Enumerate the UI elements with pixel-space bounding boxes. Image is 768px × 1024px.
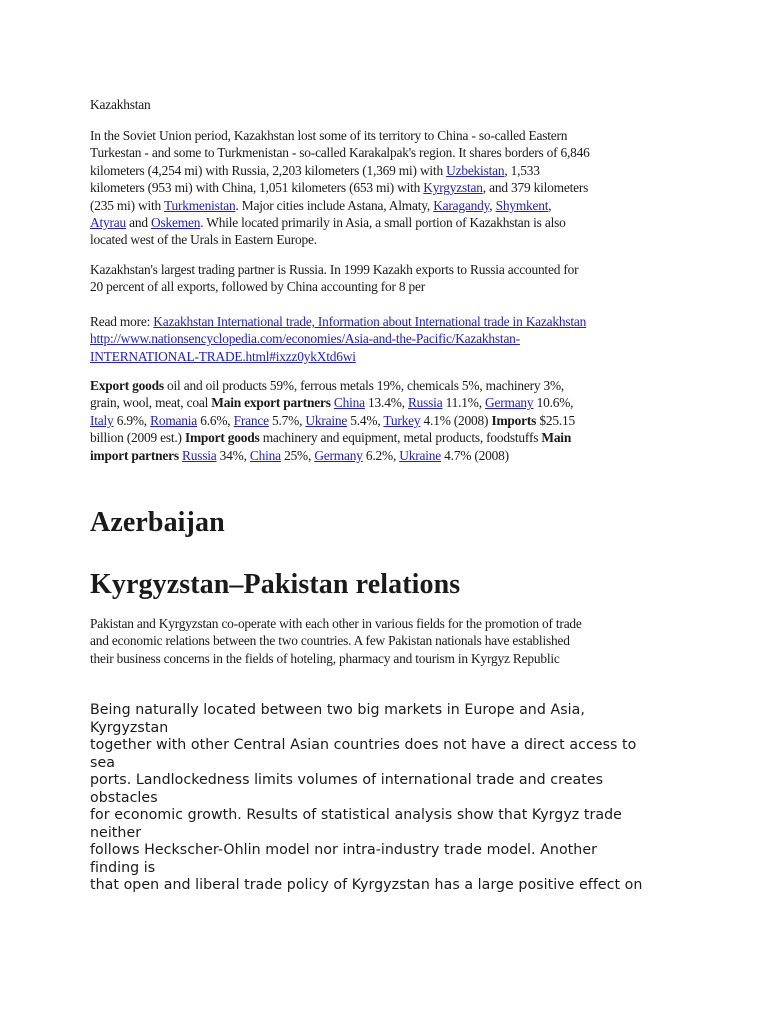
text-span: 13.4%, bbox=[364, 395, 408, 411]
text-span: 6.2%, bbox=[362, 447, 400, 463]
text-span: and bbox=[125, 215, 152, 231]
text-span: 5.7%, bbox=[268, 412, 306, 428]
text-line bbox=[90, 313, 700, 330]
link-karagandy[interactable]: Karagandy bbox=[433, 197, 490, 213]
text-line bbox=[90, 377, 700, 394]
text-line bbox=[90, 330, 700, 347]
text-line: follows Heckscher-Ohlin model nor intra-industry trade model. Another bbox=[90, 842, 597, 858]
text-line: Turkestan - and some to Turkmenistan - so-called Karakalpak's region. It shares borders of 6,846 bbox=[90, 145, 590, 161]
text-line bbox=[90, 162, 700, 179]
read-more-label: Read more: bbox=[90, 314, 154, 329]
text-span: machinery and equipment, metal products, foodstuffs bbox=[259, 430, 542, 446]
text-line bbox=[90, 348, 700, 365]
link-ukraine-import[interactable]: Ukraine bbox=[399, 447, 442, 463]
text-span: 5.4%, bbox=[347, 412, 384, 428]
main-import-partners-label-continued: import partners bbox=[90, 447, 179, 463]
link-atyrau[interactable]: Atyrau bbox=[90, 215, 126, 231]
link-germany-import[interactable]: Germany bbox=[314, 447, 363, 463]
main-import-partners-label: Main bbox=[541, 430, 572, 446]
text-line: their business concerns in the fields of hoteling, pharmacy and tourism in Kyrgyz Republic bbox=[90, 650, 560, 666]
kyrgyzstan-pakistan-relations-heading: Kyrgyzstan–Pakistan relations bbox=[90, 569, 461, 600]
text-span: kilometers (4,254 mi) with Russia, 2,203 kilometers (1,369 mi) with bbox=[90, 162, 447, 178]
link-romania[interactable]: Romania bbox=[150, 412, 198, 428]
text-span: 11.1%, bbox=[442, 395, 485, 411]
text-span: $25.15 bbox=[536, 412, 575, 428]
text-line: finding is bbox=[90, 859, 156, 876]
text-line: Pakistan and Kyrgyzstan co-operate with each other in various fields for the promotion of trade bbox=[90, 616, 582, 631]
link-russia[interactable]: Russia bbox=[407, 395, 443, 411]
text-line: In the Soviet Union period, Kazakhstan lost some of its territory to China - so-called Eastern bbox=[90, 128, 568, 143]
text-span: billion (2009 est.) bbox=[90, 430, 185, 446]
text-line: Being naturally located between two big markets in Europe and Asia, bbox=[90, 702, 585, 718]
text-line: ports. Landlockedness limits volumes of international trade and creates bbox=[90, 772, 604, 788]
read-more-url-link[interactable]: http://www.nationsencyclopedia.com/economies/Asia-and-the-Pacific/Kazakhstan- bbox=[90, 331, 520, 347]
text-span: 34%, bbox=[216, 447, 250, 463]
imports-label: Imports bbox=[491, 412, 537, 428]
read-more-url-link-continued[interactable]: INTERNATIONAL-TRADE.html#ixzz0ykXtd6wi bbox=[90, 348, 356, 364]
text-span: (235 mi) with bbox=[90, 197, 164, 213]
link-uzbekistan[interactable]: Uzbekistan bbox=[446, 162, 505, 178]
kazakhstan-title-text: Kazakhstan bbox=[90, 97, 151, 112]
text-line: located west of the Urals in Eastern Europe. bbox=[90, 232, 317, 248]
link-kyrgyzstan[interactable]: Kyrgyzstan bbox=[423, 180, 483, 196]
link-china[interactable]: China bbox=[333, 395, 365, 411]
export-goods-label: Export goods bbox=[90, 378, 164, 393]
text-span: , bbox=[489, 197, 496, 213]
read-more-title-link[interactable]: Kazakhstan International trade, Information about International trade in Kazakhstan bbox=[153, 314, 587, 329]
link-oskemen[interactable]: Oskemen bbox=[151, 215, 201, 231]
link-ukraine[interactable]: Ukraine bbox=[305, 412, 348, 428]
text-span: oil and oil products 59%, ferrous metals 19%, chemicals 5%, machinery 3%, bbox=[163, 378, 565, 393]
kazakhstan-trading-partner-paragraph bbox=[90, 261, 700, 296]
text-span: , and 379 kilometers bbox=[482, 180, 589, 196]
import-goods-label: Import goods bbox=[184, 430, 260, 446]
text-span: 25%, bbox=[280, 447, 315, 463]
text-span: kilometers (953 mi) with China, 1,051 kilometers (653 mi) with bbox=[90, 180, 424, 196]
link-turkmenistan[interactable]: Turkmenistan bbox=[163, 197, 236, 213]
text-line: Kazakhstan's largest trading partner is Russia. In 1999 Kazakh exports to Russia accounted for bbox=[90, 262, 579, 277]
text-span: 6.9%, bbox=[113, 412, 151, 428]
link-russia-import[interactable]: Russia bbox=[182, 447, 217, 463]
link-france[interactable]: France bbox=[233, 412, 269, 428]
kyrgyzstan-pakistan-paragraph bbox=[90, 615, 700, 667]
kazakhstan-trade-paragraph bbox=[90, 377, 700, 464]
text-span: grain, wool, meat, coal bbox=[90, 395, 212, 411]
text-span: 4.7% (2008) bbox=[441, 447, 509, 463]
text-line: 20 percent of all exports, followed by China accounting for 8 per bbox=[90, 279, 426, 295]
text-span: , bbox=[548, 197, 552, 213]
text-line bbox=[90, 197, 700, 214]
text-line bbox=[90, 394, 700, 411]
text-span: . While located primarily in Asia, a small portion of Kazakhstan is also bbox=[200, 215, 566, 231]
text-line: neither bbox=[90, 824, 142, 841]
text-span: . Major cities include Astana, Almaty, bbox=[235, 197, 434, 213]
azerbaijan-heading: Azerbaijan bbox=[90, 507, 225, 538]
main-export-partners-label: Main export partners bbox=[211, 395, 331, 411]
link-germany[interactable]: Germany bbox=[485, 395, 534, 411]
text-line: for economic growth. Results of statistical analysis show that Kyrgyz trade bbox=[90, 807, 622, 823]
read-more-paragraph bbox=[90, 313, 700, 365]
landlocked-trade-paragraph bbox=[90, 702, 642, 895]
text-line bbox=[90, 179, 700, 196]
text-line: obstacles bbox=[90, 789, 158, 806]
text-line: that open and liberal trade policy of Kyrgyzstan has a large positive effect on bbox=[90, 877, 643, 893]
text-span: , 1,533 bbox=[504, 162, 540, 178]
link-turkey[interactable]: Turkey bbox=[383, 412, 421, 428]
text-line bbox=[90, 214, 700, 231]
text-line: Kyrgyzstan bbox=[90, 719, 169, 736]
link-shymkent[interactable]: Shymkent bbox=[495, 197, 549, 213]
link-italy[interactable]: Italy bbox=[90, 412, 114, 428]
text-line bbox=[90, 429, 700, 446]
text-line bbox=[90, 447, 700, 464]
link-china-import[interactable]: China bbox=[249, 447, 281, 463]
text-line bbox=[90, 412, 700, 429]
text-span: 6.6%, bbox=[197, 412, 234, 428]
text-line: and economic relations between the two countries. A few Pakistan nationals have established bbox=[90, 633, 570, 649]
kazakhstan-borders-paragraph bbox=[90, 127, 700, 249]
kazakhstan-title bbox=[90, 96, 700, 113]
text-line: together with other Central Asian countries does not have a direct access to bbox=[90, 737, 637, 753]
text-line: sea bbox=[90, 754, 115, 771]
text-span: 4.1% (2008) bbox=[420, 412, 492, 428]
text-span: 10.6%, bbox=[533, 395, 574, 411]
